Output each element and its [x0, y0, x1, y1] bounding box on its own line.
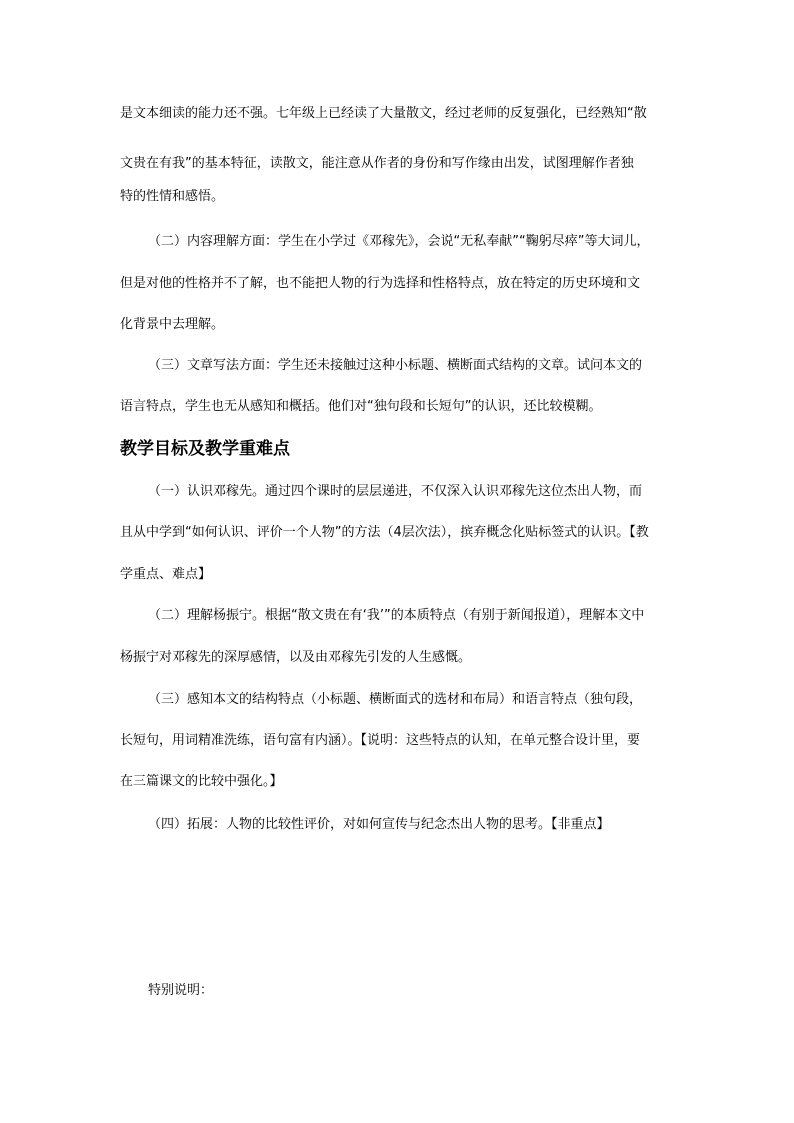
special-note-label: 特别说明： — [148, 983, 214, 998]
text-line: （三）文章写法方面：学生还未接触过这种小标题、横断面式结构的文章。试问本文的 — [148, 358, 643, 373]
section-heading: 教学目标及教学重难点 — [120, 439, 290, 459]
text-line: 文贵在有我”的基本特征，读散文，能注意从作者的身份和写作缘由出发，试图理解作者独 — [120, 156, 634, 171]
text-line: （二）理解杨振宁。根据“散文贵在有‘我’”的本质特点（有别于新闻报道），理解本文中 — [148, 608, 645, 623]
text-line: 在三篇课文的比较中强化。】 — [120, 774, 283, 789]
text-line: 且从中学到“如何认识、评价一个人物”的方法（4层次法），摈弃概念化贴标签式的认识。【教 — [120, 525, 649, 540]
text-line: 学重点、难点】 — [120, 567, 212, 582]
text-line: （一）认识邓稼先。通过四个课时的层层递进，不仅深入认识邓稼先这位杰出人物，而 — [148, 484, 643, 499]
text-line: 特的性情和感悟。 — [120, 189, 225, 204]
text-line: （三）感知本文的结构特点（小标题、横断面式的选材和布局）和语言特点（独句段， — [148, 692, 643, 707]
text-line: （二）内容理解方面：学生在小学过《邓稼先》，会说“无私奉献”“鞠躬尽瘁”等大词儿， — [148, 234, 650, 249]
text-line: 但是对他的性格并不了解，也不能把人物的行为选择和性格特点，放在特定的历史环境和文 — [120, 276, 641, 291]
text-line: 是文本细读的能力还不强。七年级上已经读了大量散文，经过老师的反复强化，已经熟知“散 — [120, 106, 647, 121]
text-line: 长短句，用词精准洗练，语句富有内涵）。【说明：这些特点的认知，在单元整合设计里，要 — [120, 733, 641, 748]
text-line: 语言特点，学生也无从感知和概括。他们对“独句段和长短句”的认识，还比较模糊。 — [120, 399, 602, 414]
text-line: 杨振宁对邓稼先的深厚感情，以及由邓稼先引发的人生感慨。 — [120, 650, 472, 665]
text-line: （四）拓展：人物的比较性评价，对如何宣传与纪念杰出人物的思考。【非重点】 — [148, 817, 610, 832]
text-line: 化背景中去理解。 — [120, 317, 225, 332]
